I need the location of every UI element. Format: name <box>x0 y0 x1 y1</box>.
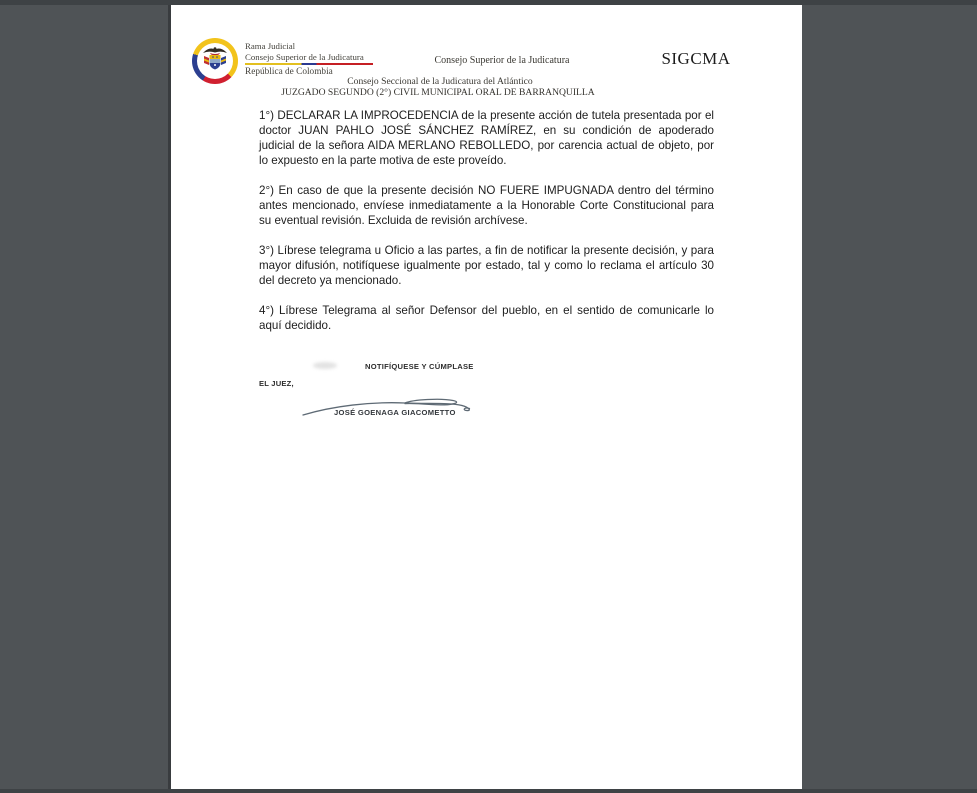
decision-paragraph-2: 2°) En caso de que la presente decisión NO FUERE IMPUGNADA dentro del término antes mencionado, envíese inmediatamente a la Honorable Corte Constitucional para su eventual revisión. Excluida de revisión archívese. <box>259 184 714 227</box>
document-page <box>171 5 802 789</box>
notify-order-label: NOTIFÍQUESE Y CÚMPLASE <box>365 362 474 371</box>
decision-body <box>259 108 714 348</box>
header-court-title: JUZGADO SEGUNDO (2°) CIVIL MUNICIPAL ORAL DE BARRANQUILLA <box>281 87 595 98</box>
decision-paragraph-1: 1°) DECLARAR LA IMPROCEDENCIA de la presente acción de tutela presentada por el doctor JUAN PAHLO JOSÉ SÁNCHEZ RAMÍREZ, en su condición de apoderado judicial de la señora AIDA MERLANO REBOLLEDO, por carencia actual de objeto, por lo expuesto en la parte motiva de este proveído. <box>259 109 714 167</box>
scan-smudge <box>313 362 337 369</box>
judge-role-label: EL JUEZ, <box>259 379 294 388</box>
sigcma-label: SIGCMA <box>661 49 731 68</box>
tricolor-divider <box>245 63 373 65</box>
header-entity-block <box>245 41 395 78</box>
coat-of-arms-emblem-icon <box>200 45 230 75</box>
coat-of-arms-icon <box>192 38 238 84</box>
viewport-bottom-edge <box>0 789 977 793</box>
header-council-title: Consejo Superior de la Judicatura <box>434 55 570 66</box>
viewport-top-edge <box>0 0 977 5</box>
header-entity-line3: República de Colombia <box>245 67 333 77</box>
header-entity-line1: Rama Judicial <box>245 41 296 51</box>
decision-paragraph-4: 4°) Líbrese Telegrama al señor Defensor del pueblo, en el sentido de comunicarle lo aquí decidido. <box>259 304 714 332</box>
decision-paragraph-3: 3°) Líbrese telegrama u Oficio a las partes, a fin de notificar la presente decisión, y para mayor difusión, notifíquese igualmente por estado, tal y como lo reclama el artículo 30 del decreto ya mencionado. <box>259 244 714 287</box>
header-sectional-title: Consejo Seccional de la Judicatura del Atlántico <box>347 76 533 87</box>
header-entity-line2: Consejo Superior de la Judicatura <box>245 51 364 62</box>
judge-name-label: JOSÉ GOENAGA GIACOMETTO <box>334 408 456 417</box>
